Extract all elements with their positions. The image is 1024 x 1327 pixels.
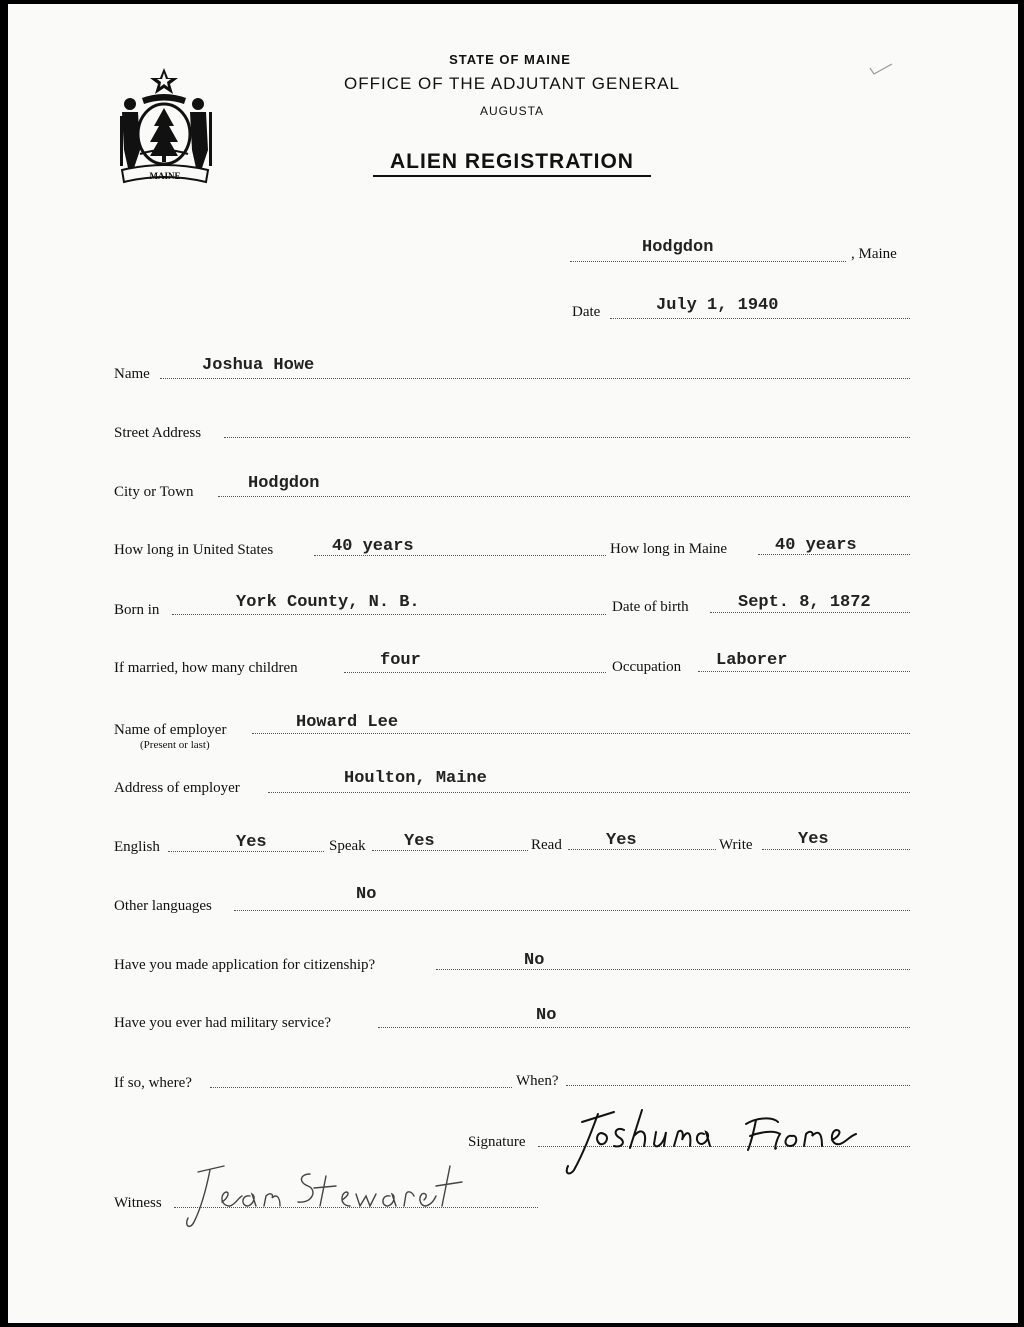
check-mark-icon: [868, 62, 894, 76]
write-line: [762, 849, 910, 850]
how-long-maine-value[interactable]: 40 years: [775, 536, 857, 555]
military-line: [378, 1027, 910, 1028]
employer-address-label: Address of employer: [114, 780, 240, 796]
witness-signature: [180, 1160, 480, 1240]
other-languages-label: Other languages: [114, 898, 212, 914]
read-value[interactable]: Yes: [606, 831, 637, 850]
date-line: [610, 318, 910, 319]
signature-label: Signature: [468, 1134, 526, 1150]
employer-address-value[interactable]: Houlton, Maine: [344, 769, 487, 788]
citizenship-line: [436, 969, 910, 970]
write-value[interactable]: Yes: [798, 830, 829, 849]
read-line: [568, 849, 716, 850]
title-underline: [373, 175, 651, 177]
occupation-label: Occupation: [612, 659, 682, 675]
speak-value[interactable]: Yes: [404, 832, 435, 851]
employer-label: Name of employer: [114, 722, 227, 738]
employer-line: [252, 733, 910, 734]
how-long-us-label: How long in United States: [114, 542, 274, 558]
street-address-label: Street Address: [114, 425, 202, 441]
date-label: Date: [572, 304, 601, 320]
military-value[interactable]: No: [536, 1006, 557, 1025]
employer-value[interactable]: Howard Lee: [296, 713, 399, 732]
form-title: ALIEN REGISTRATION: [390, 150, 634, 173]
when-line: [566, 1085, 910, 1086]
where-line: [210, 1087, 512, 1088]
header-city: AUGUSTA: [479, 104, 545, 118]
english-label: English: [114, 839, 160, 855]
employer-sublabel: (Present or last): [140, 739, 210, 751]
citizenship-label: Have you made application for citizenship?: [114, 957, 376, 973]
place-suffix: , Maine: [851, 246, 897, 262]
date-of-birth-value[interactable]: Sept. 8, 1872: [738, 593, 871, 612]
date-of-birth-line: [710, 612, 910, 613]
witness-label: Witness: [114, 1195, 162, 1211]
when-label: When?: [516, 1073, 559, 1089]
applicant-signature: [560, 1100, 880, 1180]
name-line: [160, 378, 910, 379]
city-town-label: City or Town: [114, 484, 194, 500]
military-label: Have you ever had military service?: [114, 1015, 331, 1031]
born-in-line: [172, 614, 606, 615]
street-address-line: [224, 437, 910, 438]
english-value[interactable]: Yes: [236, 833, 267, 852]
header-state: STATE OF MAINE: [449, 52, 571, 67]
name-value[interactable]: Joshua Howe: [202, 356, 315, 375]
header-office: OFFICE OF THE ADJUTANT GENERAL: [343, 74, 681, 93]
other-languages-line: [234, 910, 910, 911]
city-town-value[interactable]: Hodgdon: [248, 474, 320, 493]
date-of-birth-label: Date of birth: [612, 599, 689, 615]
employer-address-line: [268, 792, 910, 793]
children-line: [344, 672, 606, 673]
write-label: Write: [719, 837, 753, 853]
citizenship-value[interactable]: No: [524, 951, 545, 970]
born-in-value[interactable]: York County, N. B.: [236, 593, 420, 612]
name-label: Name: [114, 366, 150, 382]
place-line: [570, 261, 846, 262]
place-value[interactable]: Hodgdon: [642, 238, 714, 257]
occupation-value[interactable]: Laborer: [716, 651, 788, 670]
where-label: If so, where?: [114, 1075, 192, 1091]
date-value[interactable]: July 1, 1940: [656, 296, 779, 315]
children-label: If married, how many children: [114, 660, 298, 676]
read-label: Read: [531, 837, 562, 853]
speak-label: Speak: [329, 838, 366, 854]
born-in-label: Born in: [114, 602, 160, 618]
seal-ribbon-text: MAINE: [149, 171, 181, 181]
other-languages-value[interactable]: No: [356, 885, 377, 904]
occupation-line: [698, 671, 910, 672]
city-town-line: [218, 496, 910, 497]
children-value[interactable]: four: [380, 651, 421, 670]
speak-line: [372, 850, 528, 851]
how-long-maine-label: How long in Maine: [610, 541, 728, 557]
how-long-us-value[interactable]: 40 years: [332, 537, 414, 556]
